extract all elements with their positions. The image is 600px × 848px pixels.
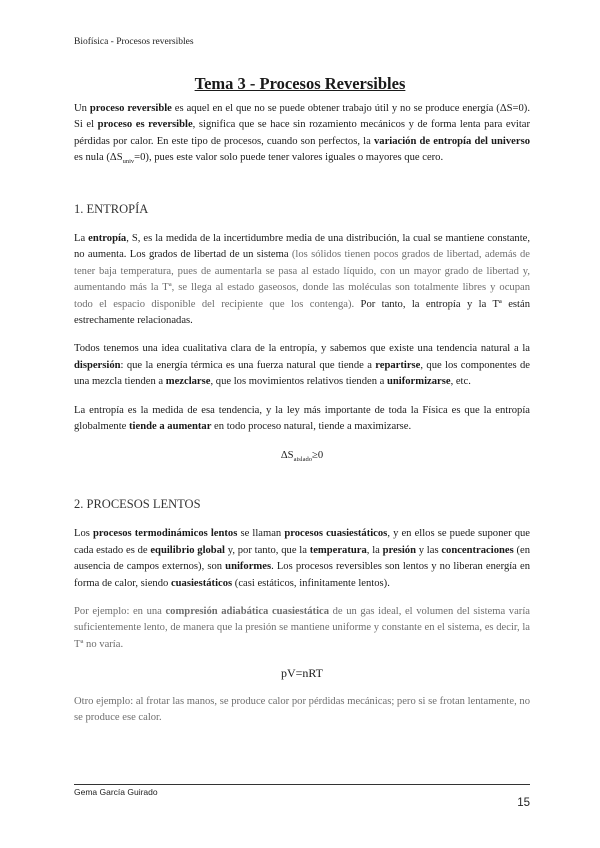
bold-term: equilibrio global — [150, 544, 225, 556]
entropia-paragraph-3 — [74, 403, 530, 436]
example-paragraph-1 — [74, 604, 530, 653]
equation-lhs: ΔS — [280, 449, 294, 461]
bold-term: compresión adiabática cuasiestática — [165, 605, 330, 617]
text-run: , S, es la medida de la incertidumbre media de una distribución, la cual se mantiene constante, no aumenta. Los — [74, 233, 531, 261]
text-run: , la — [366, 544, 383, 556]
entropia-paragraph-1 — [74, 231, 530, 329]
text-run: es nula (ΔS — [74, 152, 123, 164]
bold-term: presión — [382, 544, 416, 556]
section-heading-procesos-lentos: 2. PROCESOS LENTOS — [74, 496, 201, 511]
page-title: Tema 3 - Procesos Reversibles — [194, 74, 406, 93]
bold-term: procesos termodinámicos lentos — [93, 528, 238, 540]
text-run: La — [74, 233, 89, 245]
equation-subscript: aislado — [293, 455, 312, 463]
bold-term: cuasiestáticos — [170, 577, 233, 589]
bold-term: proceso es reversible — [97, 119, 193, 131]
bold-term: temperatura — [309, 544, 367, 556]
text-run: . Los procesos reversibles son lentos y no liberan energía en forma de calor, siendo — [74, 561, 530, 589]
gray-aside: (los sólidos tienen pocos grados de libertad, además de tener baja temperatura, pues de aumentarla se pasa al estado líquido, con un mayor grado de libertad y, aumentando más la Tª, se llega al estado gaseosos, donde las moléculas son totalmente libres y ocupan todo el espacio disponible del recipiente que los contenga). — [74, 249, 530, 310]
text-run: grados de libertad de un sistema — [148, 249, 289, 261]
bold-term: uniformizarse — [387, 376, 451, 388]
bold-term: entropía — [88, 233, 127, 245]
bold-term: dispersión — [74, 359, 121, 371]
entropy-equation — [74, 448, 530, 464]
footer-divider — [74, 784, 530, 785]
text-run: Por ejemplo: en una — [74, 605, 166, 617]
section-heading-entropia: 1. ENTROPÍA — [74, 201, 149, 216]
text-run: , que los componentes de una mezcla tienden a — [74, 359, 531, 388]
text-run: es aquel en el que no se puede obtener trabajo útil y no se produce energía (ΔS=0). Si el — [74, 103, 530, 131]
bold-term: mezclarse — [165, 376, 211, 388]
text-run: Los — [74, 528, 94, 540]
entropia-paragraph-2 — [74, 341, 530, 390]
text-run: (en ausencia de campos externos), son — [74, 544, 531, 573]
example-paragraph-2: Otro ejemplo: al frotar las manos, se produce calor por pérdidas mecánicas; pero si se frotan lentamente, no se produce ese calor. — [74, 695, 530, 723]
running-header: Biofísica - Procesos reversibles — [74, 37, 194, 47]
text-run: Un — [74, 103, 90, 114]
bold-term: repartirse — [375, 359, 421, 371]
text-run: , etc. — [450, 376, 471, 388]
page-number: 15 — [517, 797, 530, 809]
text-run: , y en ellos se puede suponer que cada estado es de — [74, 528, 531, 556]
equation-rhs: ≥0 — [312, 449, 324, 461]
text-run: y las — [415, 544, 442, 556]
text-run: Por tanto, la entropía y la Tª están estrechamente relacionadas. — [74, 298, 530, 327]
text-run: (casi estáticos, infinitamente lentos). — [232, 577, 390, 589]
bold-term: concentraciones — [441, 544, 514, 556]
document-body — [74, 101, 530, 738]
text-run: Todos tenemos una idea cualitativa clara de la entropía, y sabemos que existe una tendencia natural a la — [74, 343, 530, 355]
bold-term: uniformes — [225, 561, 272, 573]
text-run: se llaman — [237, 528, 285, 540]
text-run: de un gas ideal, el volumen del sistema varía suficientemente lento, de manera que la presión se mantiene uniforme y constante en el sistema, es decir, la Tª no varía. — [74, 605, 530, 650]
intro-paragraph — [74, 101, 530, 167]
text-run: en todo proceso natural, tiende a maximizarse. — [211, 421, 412, 433]
text-run: y, por tanto, que la — [224, 544, 310, 556]
bold-term: tiende a aumentar — [129, 421, 212, 433]
bold-term: proceso reversible — [89, 103, 172, 114]
procesos-paragraph-1 — [74, 526, 530, 592]
footer-author: Gema García Guirado — [74, 787, 158, 797]
text-run: La entropía es la medida de esa tendencia, y la ley más importante de toda la Física es que la entropía globalmente — [74, 404, 530, 433]
text-run: =0), pues este valor solo puede tener valores iguales o mayores que cero. — [134, 152, 444, 164]
text-run: , que los movimientos relativos tienden a — [210, 376, 387, 388]
bold-term: procesos cuasiestáticos — [284, 528, 388, 540]
bold-term: variación de entropía del universo — [373, 135, 530, 147]
text-run: , significa que se hace sin rozamiento mecánicos y de forma lenta para evitar pérdidas por calor. En este tipo de procesos, cuando son perfectos, la — [74, 119, 530, 147]
text-run: : que la energía térmica es una fuerza natural que tiende a — [120, 359, 376, 371]
subscript: univ — [122, 158, 135, 166]
ideal-gas-equation: pV=nRT — [280, 666, 324, 681]
